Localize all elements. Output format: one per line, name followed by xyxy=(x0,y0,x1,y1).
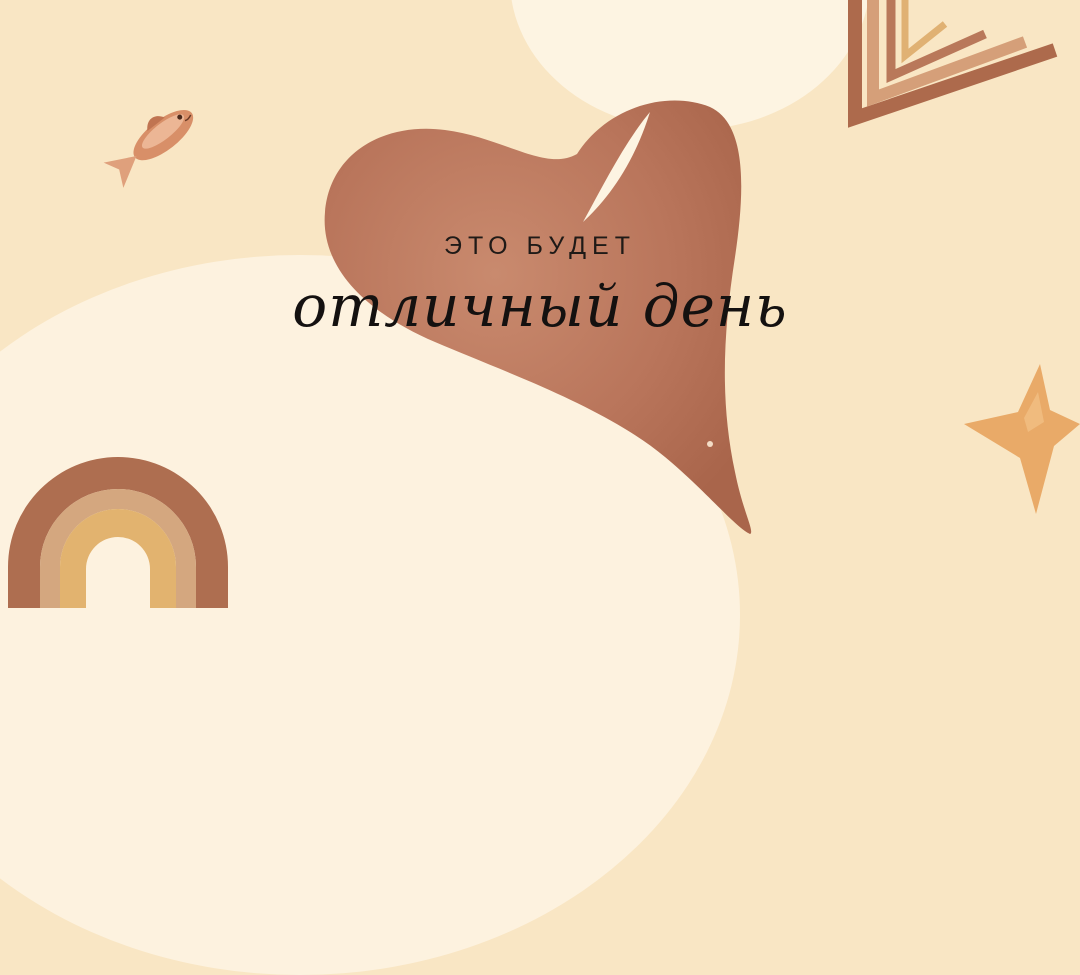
fish-icon xyxy=(95,85,220,195)
rainbow-icon xyxy=(0,455,250,608)
card-title: отличный день xyxy=(292,272,788,340)
star-icon xyxy=(958,362,1080,522)
chevron-icon xyxy=(845,0,1070,130)
card-subtitle: ЭТО БУДЕТ xyxy=(444,232,636,260)
